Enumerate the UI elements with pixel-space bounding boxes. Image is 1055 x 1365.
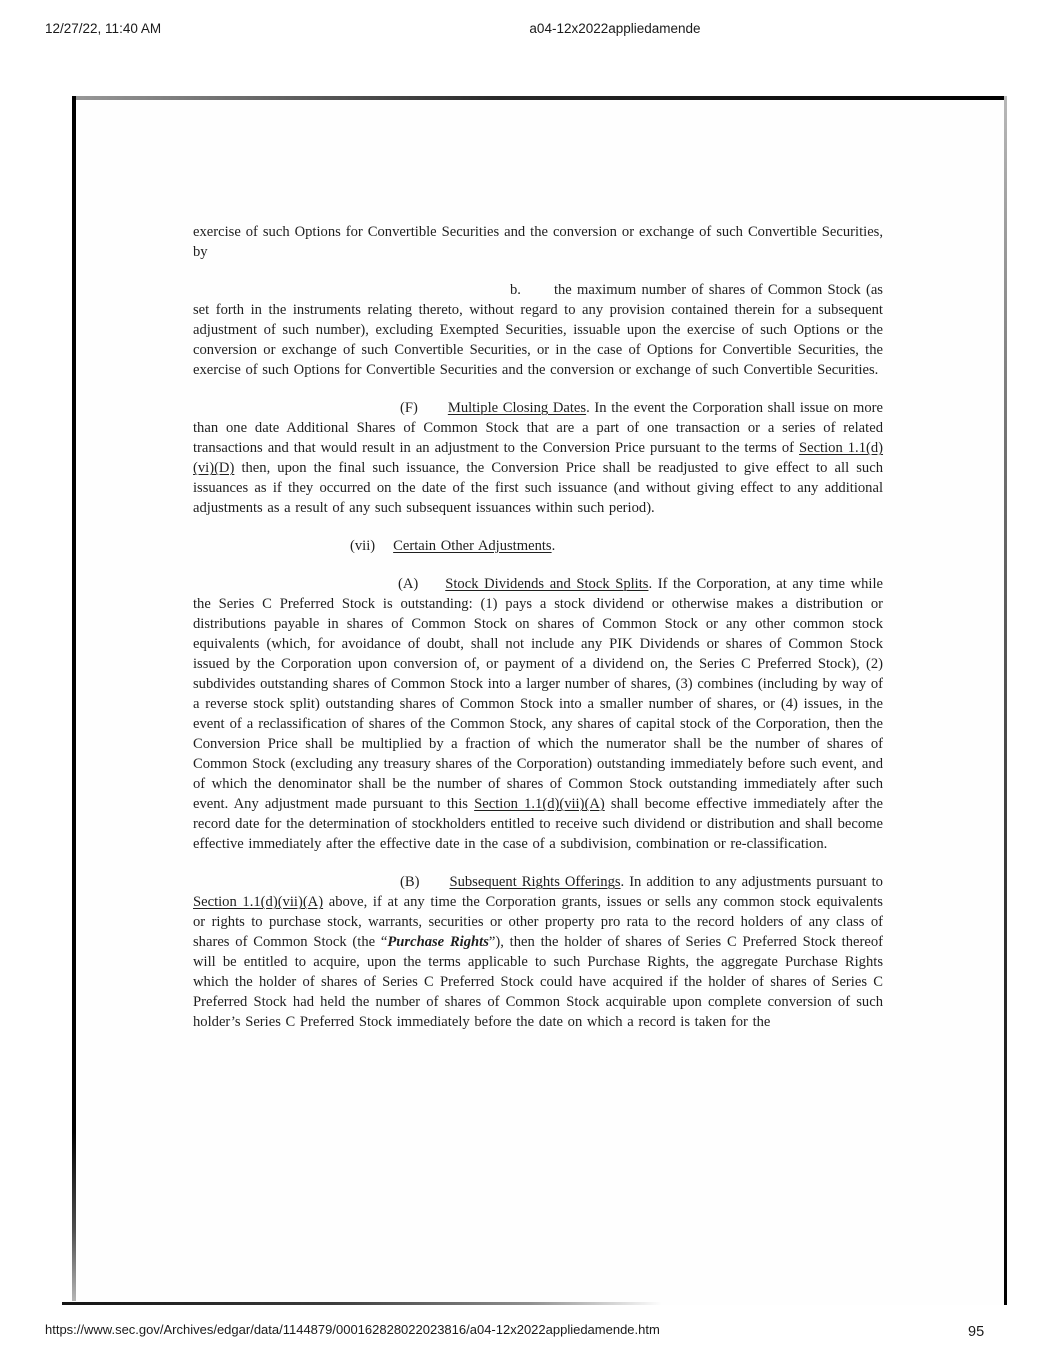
section-reference: Section 1.1(d)(vi)(D) xyxy=(193,440,884,476)
heading-clause-vii xyxy=(193,536,883,556)
clause-body: . In addition to any adjustments pursuant to xyxy=(620,874,883,890)
defined-term: Purchase Rights xyxy=(387,934,489,950)
clause-label: (F) xyxy=(400,400,418,416)
clause-label: (B) xyxy=(400,874,420,890)
page-number: 95 xyxy=(968,1324,985,1340)
section-reference: Section 1.1(d)(vii)(A) xyxy=(193,894,324,910)
paragraph-clause-f xyxy=(193,398,883,518)
paragraph-intro xyxy=(193,222,883,262)
paragraph-clause-b xyxy=(193,280,883,380)
clause-body: ”), then the holder of shares of Series C Preferred Stock thereof will be entitled to acquire, upon the terms applicable to such Purchase Rights, the aggregate Purchase Rights which the holder of shares of Series C Preferred Stock could have acquired if the holder of shares of Series C Preferred Stock had held the number of shares of Common Stock acquirable upon complete conversion of such holder’s Series C Preferred Stock immediately before the date on which a record is taken for the xyxy=(193,934,883,1030)
section-reference: Section 1.1(d)(vii)(A) xyxy=(474,796,605,812)
clause-heading: Multiple Closing Dates xyxy=(447,400,587,416)
clause-body: . If the Corporation, at any time while the Series C Preferred Stock is outstanding: (1) pays a stock dividend or otherwise makes a distribution or distributions payable in shares of Common Stock on shares of Common Stock or any other common stock equivalents (which, for avoidance of doubt, shall not include any PIK Dividends or shares of Common Stock issued by the Corporation upon conversion of, or payment of a dividend on, the Series C Preferred Stock), (2) subdivides outstanding shares of Common Stock into a larger number of shares, (3) combines (including by way of a reverse stock split) outstanding shares of Common Stock into a smaller number of shares, or (4) issues, in the event of a reclassification of shares of the Common Stock, any shares of capital stock of the Corporation, then the Conversion Price shall be multiplied by a fraction of which the numerator shall be the number of shares of Common Stock (excluding any treasury shares of the Corporation) outstanding immediately before such event, and of which the denominator shall be the number of shares of Common Stock outstanding immediately after such event. Any adjustment made pursuant to this xyxy=(193,576,883,812)
page-border-bottom xyxy=(62,1302,662,1305)
clause-label: (A) xyxy=(398,576,419,592)
clause-body: above, if at any time the Corporation grants, issues or sells any common stock equivalents or rights to purchase stock, warrants, securities or other property pro rata to the record holders of any class of shares of Common Stock (the “ xyxy=(193,894,883,950)
document-text-block xyxy=(193,222,883,1050)
source-url: https://www.sec.gov/Archives/edgar/data/1144879/000162828022023816/a04-12x2022appliedamende.htm xyxy=(45,1322,660,1337)
page-border-right xyxy=(1004,96,1007,1305)
print-doc-title: a04-12x2022appliedamende xyxy=(529,21,701,36)
page-border-left xyxy=(72,96,76,1301)
page-border-top xyxy=(72,96,1007,100)
paragraph-clause-a xyxy=(193,574,883,854)
paragraph-intro-text: exercise of such Options for Convertible Securities and the conversion or exchange of such Convertible Securities, by xyxy=(193,224,883,260)
clause-body: then, upon the final such issuance, the Conversion Price shall be readjusted to give effect to all such issuances as if they occurred on the date of the first such issuance (and without giving effect to any additional adjustments as a result of any such subsequent issuances within such period). xyxy=(193,460,883,516)
clause-label: b. xyxy=(510,282,521,298)
clause-heading: Stock Dividends and Stock Splits xyxy=(445,576,649,592)
paragraph-clause-b-rights xyxy=(193,872,883,1032)
clause-body: . In the event the Corporation shall issue on more than one date Additional Shares of Common Stock that are a part of one transaction or a series of related transactions and that would result in an adjustment to the Conversion Price pursuant to the terms of xyxy=(193,400,883,456)
scanned-document-page xyxy=(72,96,1007,1305)
clause-body: the maximum number of shares of Common Stock (as set forth in the instruments relating thereto, without regard to any provision contained therein for a subsequent adjustment of such number), excluding Exempted Securities, issuable upon the exercise of such Options or the conversion or exchange of such Convertible Securities, or in the case of Options for Convertible Securities, the exercise of such Options for Convertible Securities and the conversion or exchange of such Convertible Securities. xyxy=(193,282,883,378)
clause-heading: Certain Other Adjustments xyxy=(393,538,552,554)
clause-label: (vii) xyxy=(350,538,376,554)
print-datetime: 12/27/22, 11:40 AM xyxy=(45,21,162,36)
clause-body: shall become effective immediately after the record date for the determination of stockholders entitled to receive such dividend or distribution and shall become effective immediately after the effective date in the case of a subdivision, combination or re-classification. xyxy=(193,796,883,852)
clause-body: . xyxy=(551,538,556,554)
clause-heading: Subsequent Rights Offerings xyxy=(449,874,621,890)
